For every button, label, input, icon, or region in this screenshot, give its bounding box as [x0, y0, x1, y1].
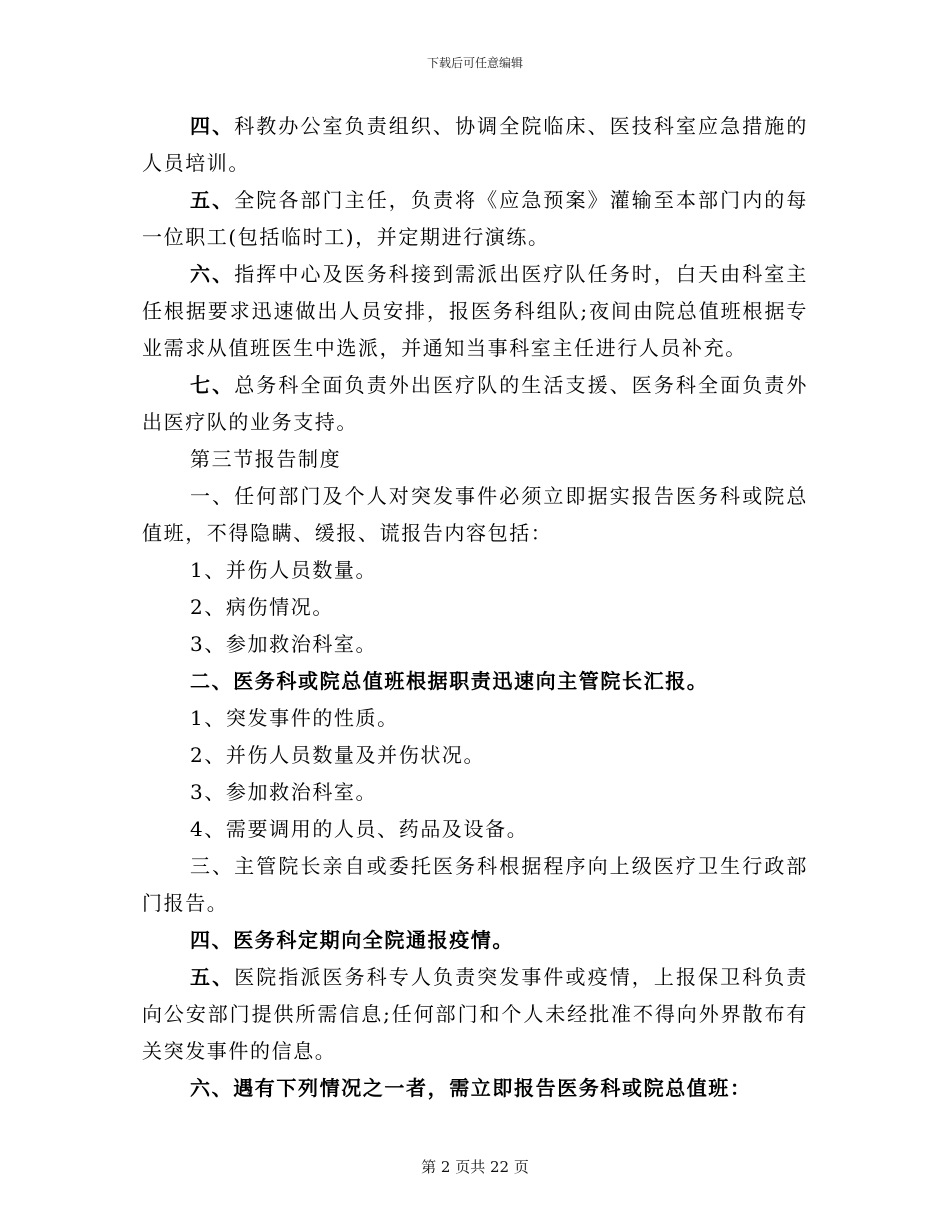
paragraph-5: [142, 182, 808, 256]
paragraph-lead: 五、: [190, 965, 235, 989]
page-footer: 第 2 页共 22 页: [421, 1158, 529, 1176]
paragraph-text: 二、医务科或院总值班根据职责迅速向主管院长汇报。: [190, 669, 709, 693]
paragraph-lead: 七、: [190, 373, 235, 397]
paragraph-text: 全院各部门主任，负责将《应急预案》灌输至本部门内的每一位职工(包括临时工)，并定期进行演练。: [142, 188, 808, 249]
paragraph-lead: 五、: [190, 188, 235, 212]
list-item: [142, 552, 808, 589]
report-item-3: [142, 848, 808, 922]
list-item: [142, 589, 808, 626]
paragraph-4: [142, 108, 808, 182]
page-header: 下载后可任意编辑: [426, 56, 523, 70]
document-body: [142, 108, 808, 1107]
paragraph-text: 一、任何部门及个人对突发事件必须立即据实报告医务科或院总值班，不得隐瞒、缓报、谎报告内容包括：: [142, 484, 808, 545]
list-item-text: 2、病伤情况。: [190, 595, 334, 619]
paragraph-text: 科教办公室负责组织、协调全院临床、医技科室应急措施的人员培训。: [142, 114, 808, 175]
list-item: [142, 811, 808, 848]
paragraph-7: [142, 367, 808, 441]
report-item-4: [142, 922, 808, 959]
list-item: [142, 774, 808, 811]
list-item-text: 2、并伤人员数量及并伤状况。: [190, 743, 486, 767]
paragraph-text: 医院指派医务科专人负责突发事件或疫情，上报保卫科负责向公安部门提供所需信息;任何部门和个人未经批准不得向外界散布有关突发事件的信息。: [142, 965, 808, 1063]
list-item-text: 3、参加救治科室。: [190, 780, 378, 804]
list-item-text: 1、并伤人员数量。: [190, 558, 378, 582]
report-item-5: [142, 959, 808, 1070]
paragraph-text: 指挥中心及医务科接到需派出医疗队任务时，白天由科室主任根据要求迅速做出人员安排，报医务科组队;夜间由院总值班根据专业需求从值班医生中选派，并通知当事科室主任进行人员补充。: [142, 262, 808, 360]
paragraph-text: 三、主管院长亲自或委托医务科根据程序向上级医疗卫生行政部门报告。: [142, 854, 808, 915]
list-item-text: 1、突发事件的性质。: [190, 706, 399, 730]
section-heading-text: 第三节报告制度: [190, 447, 342, 471]
report-item-2: [142, 663, 808, 700]
section-heading: [142, 441, 808, 478]
paragraph-lead: 四、: [190, 114, 235, 138]
paragraph-text: 六、遇有下列情况之一者，需立即报告医务科或院总值班：: [190, 1076, 752, 1100]
paragraph-text: 四、医务科定期向全院通报疫情。: [190, 928, 514, 952]
list-item-text: 3、参加救治科室。: [190, 632, 378, 656]
list-item: [142, 700, 808, 737]
paragraph-text: 总务科全面负责外出医疗队的生活支援、医务科全面负责外出医疗队的业务支持。: [142, 373, 808, 434]
paragraph-lead: 六、: [190, 262, 235, 286]
list-item-text: 4、需要调用的人员、药品及设备。: [190, 817, 529, 841]
paragraph-6: [142, 256, 808, 367]
list-item: [142, 626, 808, 663]
report-item-1: [142, 478, 808, 552]
report-item-6: [142, 1070, 808, 1107]
list-item: [142, 737, 808, 774]
